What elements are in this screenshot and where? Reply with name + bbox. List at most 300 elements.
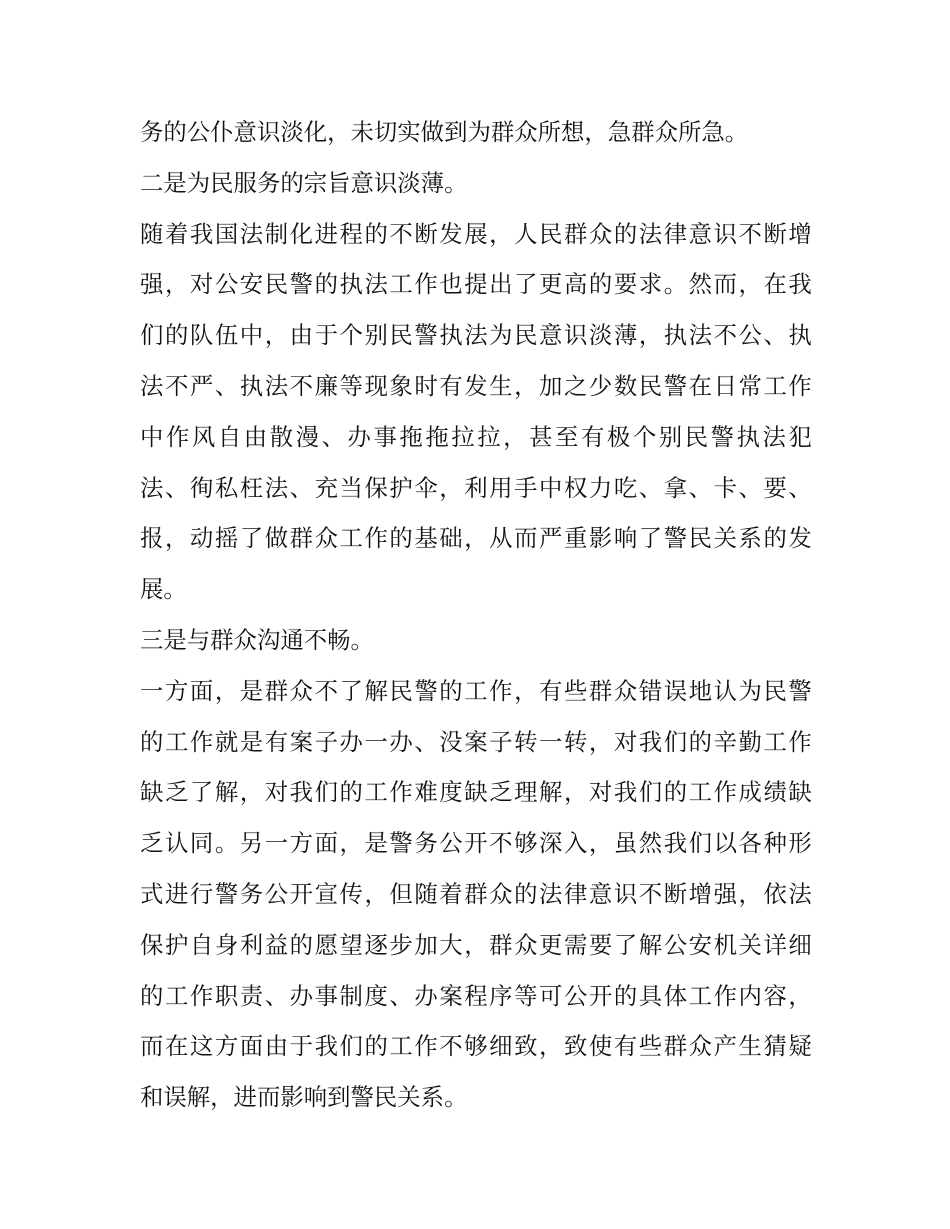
text-char: 严 (539, 524, 563, 553)
text-char: 众 (688, 1032, 713, 1061)
text-char: 工 (339, 524, 363, 553)
text-char: ， (364, 879, 388, 908)
text-char: 拉 (477, 422, 501, 451)
text-char: 发 (439, 219, 463, 248)
text-char: 然 (638, 829, 663, 858)
text-char: 度 (439, 778, 463, 807)
text-char: 群 (464, 879, 488, 908)
text-char: 出 (489, 270, 513, 299)
text-char: 甚 (529, 422, 553, 451)
text-char: 等 (514, 981, 538, 1010)
text-char: 作 (189, 727, 214, 756)
text-char: 同 (189, 829, 214, 858)
text-char: 私 (214, 473, 239, 502)
text-char: 详 (763, 930, 787, 959)
text-char: 民 (688, 524, 713, 553)
text-char: 淡 (588, 321, 613, 350)
text-char: 我 (189, 219, 214, 248)
text-char: 逐 (364, 930, 388, 959)
text-char: 地 (688, 676, 713, 705)
text-line-16 (140, 869, 812, 920)
text-char: 、 (321, 422, 345, 451)
text-char: 各 (738, 829, 762, 858)
text-char: 作 (713, 981, 737, 1010)
text-line-5 (140, 310, 812, 361)
text-char: 工 (164, 727, 189, 756)
text-char: 们 (339, 1032, 363, 1061)
text-char: 利 (239, 930, 264, 959)
text-char: 的 (439, 676, 463, 705)
text-char: 制 (264, 219, 289, 248)
text-char: 、 (738, 473, 762, 502)
text-char: 案 (439, 981, 463, 1010)
text-char: 工 (389, 1032, 413, 1061)
text-char: 步 (389, 930, 413, 959)
text-char: 虽 (613, 829, 638, 858)
text-char: 些 (638, 1032, 663, 1061)
text-char: 解 (539, 778, 563, 807)
text-char: 拿 (663, 473, 688, 502)
text-char: 不 (439, 1032, 463, 1061)
text-char: 至 (555, 422, 579, 451)
text-char: 有 (439, 371, 463, 400)
text-char: 关 (738, 930, 762, 959)
text-char: 个 (632, 422, 657, 451)
text-char: 办 (347, 422, 371, 451)
text-char: 的 (289, 930, 314, 959)
text-char: 基 (414, 524, 438, 553)
text-char: 漫 (295, 422, 320, 451)
text-char: 法 (364, 270, 388, 299)
text-char: 办 (414, 981, 438, 1010)
text-char: 是 (364, 829, 388, 858)
text-char: 猜 (763, 1032, 787, 1061)
text-char: 的 (613, 219, 638, 248)
text-char: 不 (713, 321, 737, 350)
text-char: 在 (688, 371, 713, 400)
text-char: 护 (164, 930, 189, 959)
text-char: 当 (339, 473, 363, 502)
text-char: 枉 (239, 473, 264, 502)
text-char: 产 (713, 1032, 737, 1061)
text-char: 错 (638, 676, 663, 705)
text-char: 群 (588, 676, 613, 705)
text-char: 于 (289, 1032, 314, 1061)
text-char: 、 (788, 473, 812, 502)
text-char: 发 (464, 371, 488, 400)
text-char: 法 (464, 321, 488, 350)
text-char: 时 (414, 371, 438, 400)
text-char: ， (788, 981, 812, 1010)
text-char: 们 (638, 778, 663, 807)
text-char: 队 (189, 321, 214, 350)
text-char: 们 (688, 829, 713, 858)
text-char: 面 (239, 1032, 264, 1061)
text-line-1: 务的公仆意识淡化，未切实做到为群众所想，急群众所急。 (140, 118, 749, 146)
text-char: 疑 (788, 1032, 812, 1061)
text-char: 关 (713, 524, 737, 553)
text-char: 公 (563, 981, 588, 1010)
text-char: 作 (713, 778, 737, 807)
text-char: 民 (763, 676, 787, 705)
text-char: 动 (189, 524, 214, 553)
text-char: 力 (588, 473, 613, 502)
text-char: 不 (164, 371, 189, 400)
text-char: 人 (514, 219, 538, 248)
text-char: ， (588, 829, 613, 858)
text-char: ， (588, 727, 613, 756)
text-char: ， (164, 524, 189, 553)
text-char: ， (514, 676, 538, 705)
text-char: 了 (613, 930, 638, 959)
text-char: 风 (191, 422, 216, 451)
text-char: 了 (638, 524, 663, 553)
text-char: 、 (688, 473, 713, 502)
text-char: 工 (389, 270, 413, 299)
text-char: 我 (613, 778, 638, 807)
text-char: 有 (264, 727, 289, 756)
text-char: 中 (239, 321, 264, 350)
text-char: 的 (140, 727, 164, 756)
text-char: 的 (688, 727, 713, 756)
text-char: ， (563, 778, 588, 807)
text-char: 工 (763, 727, 787, 756)
text-char: 然 (688, 270, 713, 299)
text-char: 法 (688, 321, 713, 350)
text-char: 不 (389, 219, 413, 248)
text-char: 开 (588, 981, 613, 1010)
text-line-2: 二是为民服务的宗旨意识淡薄。 (140, 168, 468, 197)
text-char: 的 (389, 524, 413, 553)
text-char: 伞 (414, 473, 438, 502)
text-char: 事 (373, 422, 397, 451)
text-char: 法 (239, 219, 264, 248)
text-char: 了 (339, 676, 363, 705)
text-char: 成 (738, 778, 762, 807)
text-char: 更 (539, 930, 563, 959)
text-char: 生 (489, 371, 513, 400)
text-char: 卡 (713, 473, 737, 502)
text-line-6 (140, 361, 812, 412)
text-char: ， (439, 473, 463, 502)
text-char: 法 (762, 422, 786, 451)
text-char: 法 (788, 879, 812, 908)
text-char: ， (489, 219, 513, 248)
text-char: 有 (539, 676, 563, 705)
text-char: 断 (663, 879, 688, 908)
text-char: 极 (606, 422, 631, 451)
text-char: 不 (738, 219, 762, 248)
text-char: 识 (713, 219, 737, 248)
text-char: 由 (289, 321, 314, 350)
text-char: 等 (339, 371, 363, 400)
text-char: 愿 (314, 930, 338, 959)
text-char: 加 (414, 930, 438, 959)
text-char: 保 (140, 930, 164, 959)
text-char: 一 (364, 727, 388, 756)
text-line-4 (140, 259, 812, 310)
text-char: 的 (364, 1032, 388, 1061)
text-char: 国 (214, 219, 239, 248)
text-char: 着 (164, 219, 189, 248)
text-char: 充 (314, 473, 338, 502)
text-char: 执 (339, 270, 363, 299)
text-char: 重 (563, 524, 588, 553)
text-char: 乏 (489, 778, 513, 807)
text-char: 自 (189, 930, 214, 959)
text-char: 方 (289, 829, 314, 858)
text-char: 律 (563, 879, 588, 908)
text-line-18 (140, 971, 812, 1022)
text-char: 民 (514, 321, 538, 350)
text-char: 加 (539, 371, 563, 400)
text-char: 一 (539, 727, 563, 756)
text-char: 摇 (214, 524, 239, 553)
text-char: 由 (243, 422, 268, 451)
text-char: 严 (189, 371, 214, 400)
text-char: 警 (788, 676, 812, 705)
text-char: 用 (489, 473, 513, 502)
text-char: 而 (713, 270, 737, 299)
text-char: 犯 (788, 422, 812, 451)
text-char: 要 (613, 270, 638, 299)
text-char: 群 (563, 219, 588, 248)
text-char: 数 (613, 371, 638, 400)
text-char: 之 (563, 371, 588, 400)
text-char: 也 (439, 270, 463, 299)
text-char: 警 (663, 371, 688, 400)
text-char: 内 (738, 981, 762, 1010)
text-char: 深 (539, 829, 563, 858)
text-char: 作 (189, 981, 214, 1010)
text-char: 众 (613, 676, 638, 705)
text-char: 辛 (713, 727, 737, 756)
text-char: 民 (389, 321, 413, 350)
text-char: 报 (140, 524, 164, 553)
text-char: 致 (514, 1032, 538, 1061)
text-char: 民 (539, 219, 563, 248)
text-char: 保 (364, 473, 388, 502)
text-char: 展 (464, 219, 488, 248)
text-line-7 (140, 412, 812, 463)
text-char: 制 (339, 981, 363, 1010)
text-char: 方 (214, 1032, 239, 1061)
text-char: 体 (663, 981, 688, 1010)
text-line-15 (140, 818, 812, 869)
text-char: 身 (214, 930, 239, 959)
text-char: 认 (164, 829, 189, 858)
text-char: 识 (563, 321, 588, 350)
text-line-19 (140, 1021, 812, 1072)
text-char: 众 (314, 524, 338, 553)
text-char: 象 (389, 371, 413, 400)
text-char: 依 (763, 879, 787, 908)
text-char: 高 (563, 270, 588, 299)
text-char: 事 (314, 981, 338, 1010)
text-char: 的 (514, 879, 538, 908)
text-char: 乏 (140, 829, 164, 858)
text-char: 、 (414, 727, 438, 756)
text-char: 着 (439, 879, 463, 908)
text-char: 为 (489, 321, 513, 350)
text-char: 警 (710, 422, 735, 451)
text-char: 、 (389, 981, 413, 1010)
text-char: 对 (588, 778, 613, 807)
text-char: 执 (439, 321, 463, 350)
text-char: ， (464, 930, 488, 959)
text-char: 群 (663, 1032, 688, 1061)
text-char: 公 (738, 321, 762, 350)
text-char: 办 (389, 727, 413, 756)
text-char: 少 (588, 371, 613, 400)
text-char: 难 (414, 778, 438, 807)
text-char: 群 (264, 676, 289, 705)
text-char: 手 (514, 473, 538, 502)
text-char: 职 (214, 981, 239, 1010)
text-char: 工 (364, 778, 388, 807)
text-char: 安 (688, 930, 713, 959)
text-char: 不 (314, 676, 338, 705)
text-char: ， (638, 321, 663, 350)
text-char: 别 (658, 422, 683, 451)
text-char: 执 (788, 321, 812, 350)
text-char: ， (339, 829, 363, 858)
text-char: 形 (788, 829, 812, 858)
text-char: 法 (539, 879, 563, 908)
text-char: 在 (763, 270, 787, 299)
text-char: 础 (439, 524, 463, 553)
text-char: 法 (264, 371, 289, 400)
text-char: 意 (588, 879, 613, 908)
text-char: ， (503, 422, 527, 451)
text-line-10: 展。 (140, 575, 187, 604)
text-line-11: 三是与群众沟通不畅。 (140, 625, 374, 654)
text-char: 徇 (189, 473, 214, 502)
text-char: 日 (713, 371, 737, 400)
text-char: 要 (588, 930, 613, 959)
text-char: 了 (189, 778, 214, 807)
text-char: 、 (164, 473, 189, 502)
text-char: 随 (140, 219, 164, 248)
text-char: 作 (389, 778, 413, 807)
text-char: 没 (439, 727, 463, 756)
text-char: 转 (514, 727, 538, 756)
text-char: 权 (563, 473, 588, 502)
text-char: 一 (264, 829, 289, 858)
text-char: 认 (713, 676, 737, 705)
text-char: 工 (763, 371, 787, 400)
text-char: 作 (489, 676, 513, 705)
text-char: 程 (339, 219, 363, 248)
text-char: 容 (763, 981, 787, 1010)
text-char: 公 (264, 879, 289, 908)
text-char: 的 (140, 981, 164, 1010)
text-char: 益 (264, 930, 289, 959)
text-char: 这 (189, 1032, 214, 1061)
text-char: 了 (514, 270, 538, 299)
text-char: 够 (464, 1032, 488, 1061)
text-char: ， (239, 778, 264, 807)
text-char: 断 (763, 219, 787, 248)
text-char: 面 (189, 676, 214, 705)
text-char: 具 (638, 981, 663, 1010)
text-char: 机 (713, 930, 737, 959)
text-char: 传 (339, 879, 363, 908)
text-char: 开 (464, 829, 488, 858)
text-char: 的 (588, 270, 613, 299)
text-char: 响 (613, 524, 638, 553)
text-char: 乏 (164, 778, 189, 807)
text-char: 有 (613, 1032, 638, 1061)
text-char: 缺 (140, 778, 164, 807)
text-char: 们 (314, 778, 338, 807)
text-char: 大 (439, 930, 463, 959)
text-char: 群 (489, 930, 513, 959)
text-char: 众 (588, 219, 613, 248)
text-char: 缺 (464, 778, 488, 807)
text-char: 式 (140, 879, 164, 908)
text-char: 作 (414, 1032, 438, 1061)
text-char: 进 (164, 879, 189, 908)
text-char: 法 (638, 219, 663, 248)
text-char: 可 (539, 981, 563, 1010)
text-char: 的 (613, 981, 638, 1010)
text-char: 散 (269, 422, 294, 451)
text-char: 的 (339, 778, 363, 807)
text-char: 众 (289, 676, 314, 705)
text-char: 伍 (214, 321, 239, 350)
text-line-9 (140, 513, 812, 564)
text-char: 有 (580, 422, 605, 451)
text-char: 强 (713, 879, 737, 908)
text-char: ， (164, 270, 189, 299)
text-char: 理 (514, 778, 538, 807)
text-char: 一 (140, 676, 164, 705)
text-char: 更 (539, 270, 563, 299)
text-char: 就 (214, 727, 239, 756)
text-char: 案 (289, 727, 314, 756)
text-char: 法 (140, 371, 164, 400)
text-char: 识 (613, 879, 638, 908)
text-char: 序 (489, 981, 513, 1010)
text-char: ， (738, 879, 762, 908)
text-char: 廉 (314, 371, 338, 400)
text-char: 望 (339, 930, 363, 959)
text-char: 细 (489, 1032, 513, 1061)
text-char: 中 (539, 473, 563, 502)
text-char: 案 (464, 727, 488, 756)
text-char: 们 (140, 321, 164, 350)
text-char: ， (738, 270, 762, 299)
text-char: 警 (414, 321, 438, 350)
text-char: 办 (289, 981, 314, 1010)
text-char: 增 (688, 879, 713, 908)
text-char: 解 (638, 930, 663, 959)
text-line-17 (140, 920, 812, 971)
text-char: 从 (489, 524, 513, 553)
text-char: 的 (763, 524, 787, 553)
text-char: 法 (264, 473, 289, 502)
text-char: 意 (688, 219, 713, 248)
text-char: 些 (563, 676, 588, 705)
text-char: 开 (289, 879, 314, 908)
text-char: 群 (289, 524, 314, 553)
text-char: 进 (314, 219, 338, 248)
text-char: 对 (613, 727, 638, 756)
text-char: 。 (214, 829, 239, 858)
text-char: 而 (140, 1032, 164, 1061)
text-char: 民 (684, 422, 709, 451)
